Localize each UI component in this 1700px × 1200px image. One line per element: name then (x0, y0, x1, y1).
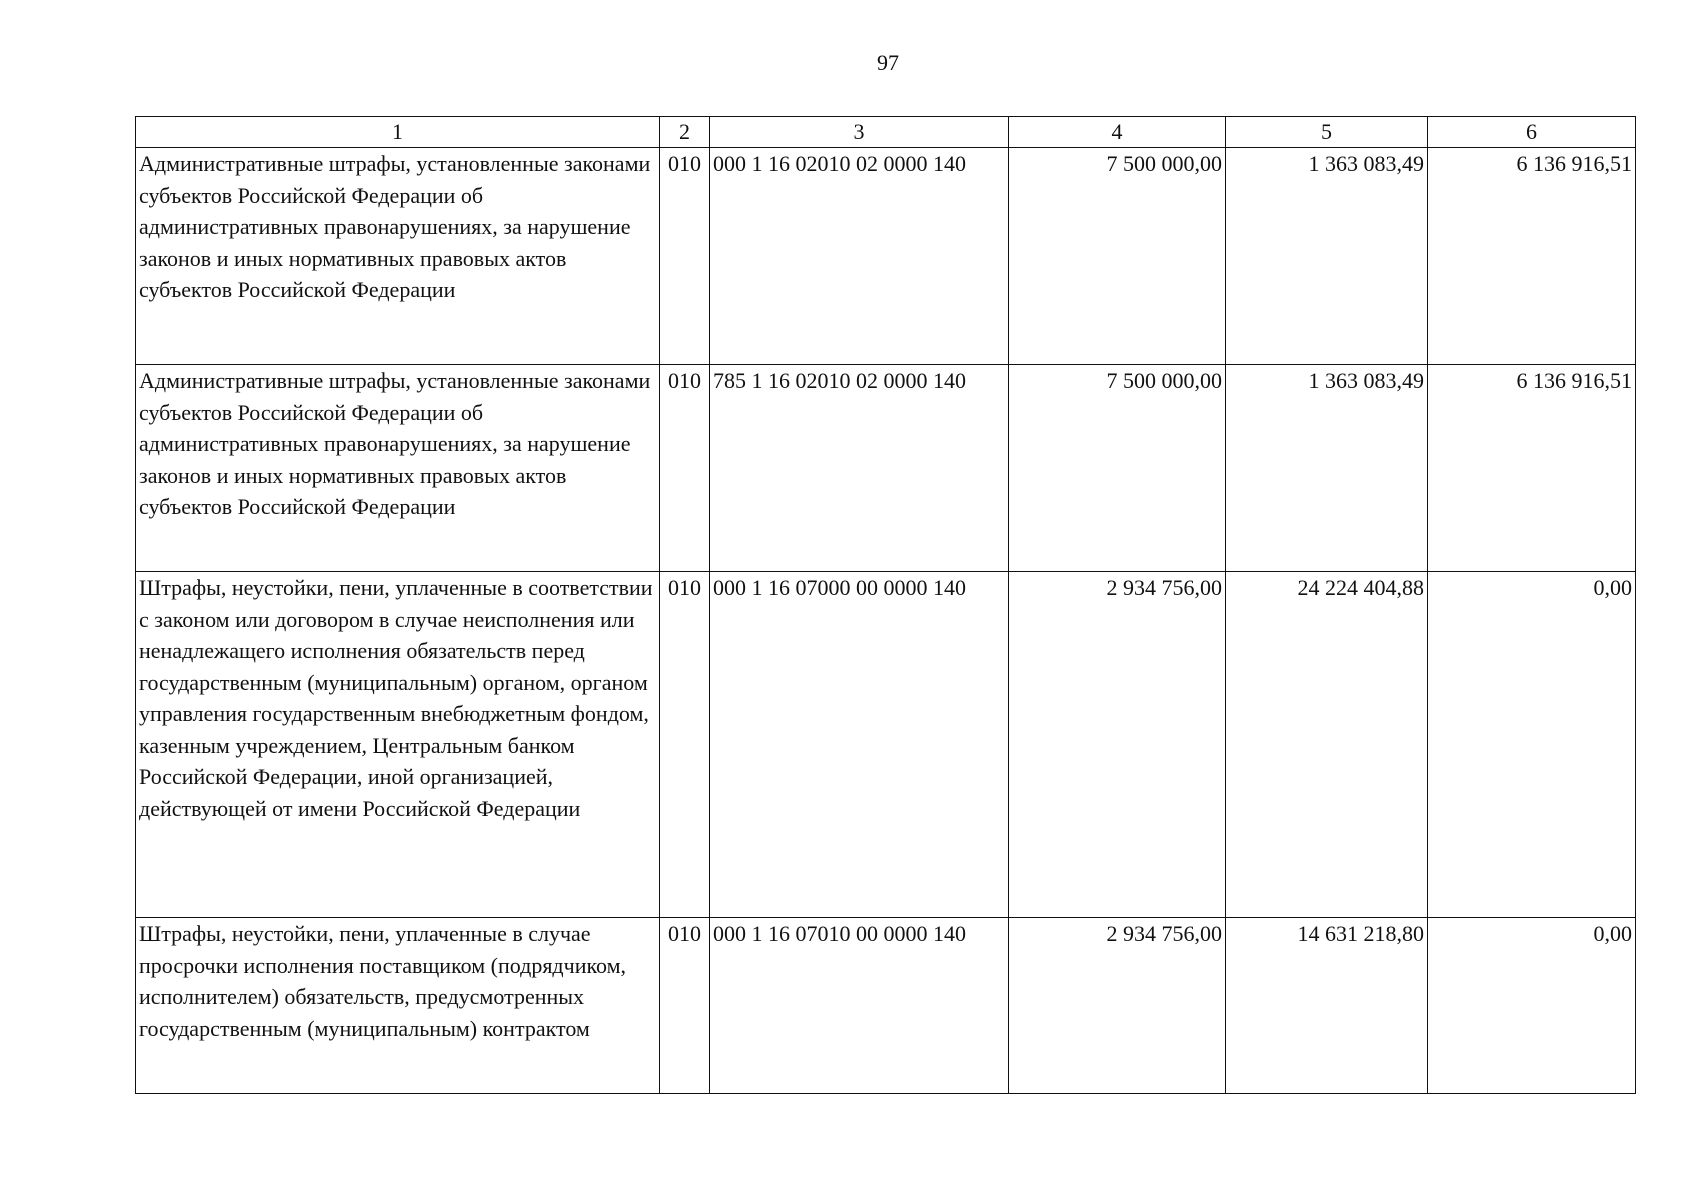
row-col-5: 24 224 404,88 (1226, 572, 1428, 918)
row-col-6: 0,00 (1428, 572, 1636, 918)
row-col-4: 7 500 000,00 (1009, 365, 1226, 572)
header-col-6: 6 (1428, 117, 1636, 148)
header-col-2: 2 (660, 117, 710, 148)
row-line-code: 010 (660, 148, 710, 365)
row-kbk-code: 000 1 16 07010 00 0000 140 (710, 918, 1009, 1094)
header-row (136, 117, 1636, 148)
row-line-code: 010 (660, 365, 710, 572)
row-name: Штрафы, неустойки, пени, уплаченные в соответствии с законом или договором в случае неисполнения или ненадлежащего исполнения обязательств перед государственным (муниципальным) органом, органом управления государственным внебюджетным фондом, казенным учреждением, Центральным банком Российской Федерации, иной организацией, действующей от имени Российской Федерации (136, 572, 660, 918)
row-col-4: 2 934 756,00 (1009, 918, 1226, 1094)
row-col-4: 2 934 756,00 (1009, 572, 1226, 918)
row-col-4: 7 500 000,00 (1009, 148, 1226, 365)
table-row (136, 918, 1636, 1094)
header-col-1: 1 (136, 117, 660, 148)
row-line-code: 010 (660, 572, 710, 918)
row-line-code: 010 (660, 918, 710, 1094)
revenue-table (135, 116, 1636, 1094)
row-col-5: 14 631 218,80 (1226, 918, 1428, 1094)
table-row (136, 365, 1636, 572)
row-name: Административные штрафы, установленные законами субъектов Российской Федерации об административных правонарушениях, за нарушение законов и иных нормативных правовых актов субъектов Российской Федерации (136, 148, 660, 365)
header-col-3: 3 (710, 117, 1009, 148)
row-col-6: 0,00 (1428, 918, 1636, 1094)
row-kbk-code: 000 1 16 07000 00 0000 140 (710, 572, 1009, 918)
header-col-5: 5 (1226, 117, 1428, 148)
page-number: 97 (877, 50, 899, 75)
row-col-6: 6 136 916,51 (1428, 365, 1636, 572)
row-kbk-code: 000 1 16 02010 02 0000 140 (710, 148, 1009, 365)
row-name: Штрафы, неустойки, пени, уплаченные в случае просрочки исполнения поставщиком (подрядчиком, исполнителем) обязательств, предусмотренных государственным (муниципальным) контрактом (136, 918, 660, 1094)
row-col-5: 1 363 083,49 (1226, 148, 1428, 365)
header-col-4: 4 (1009, 117, 1226, 148)
row-col-5: 1 363 083,49 (1226, 365, 1428, 572)
table-row (136, 148, 1636, 365)
row-col-6: 6 136 916,51 (1428, 148, 1636, 365)
row-name: Административные штрафы, установленные законами субъектов Российской Федерации об административных правонарушениях, за нарушение законов и иных нормативных правовых актов субъектов Российской Федерации (136, 365, 660, 572)
table-row (136, 572, 1636, 918)
row-kbk-code: 785 1 16 02010 02 0000 140 (710, 365, 1009, 572)
